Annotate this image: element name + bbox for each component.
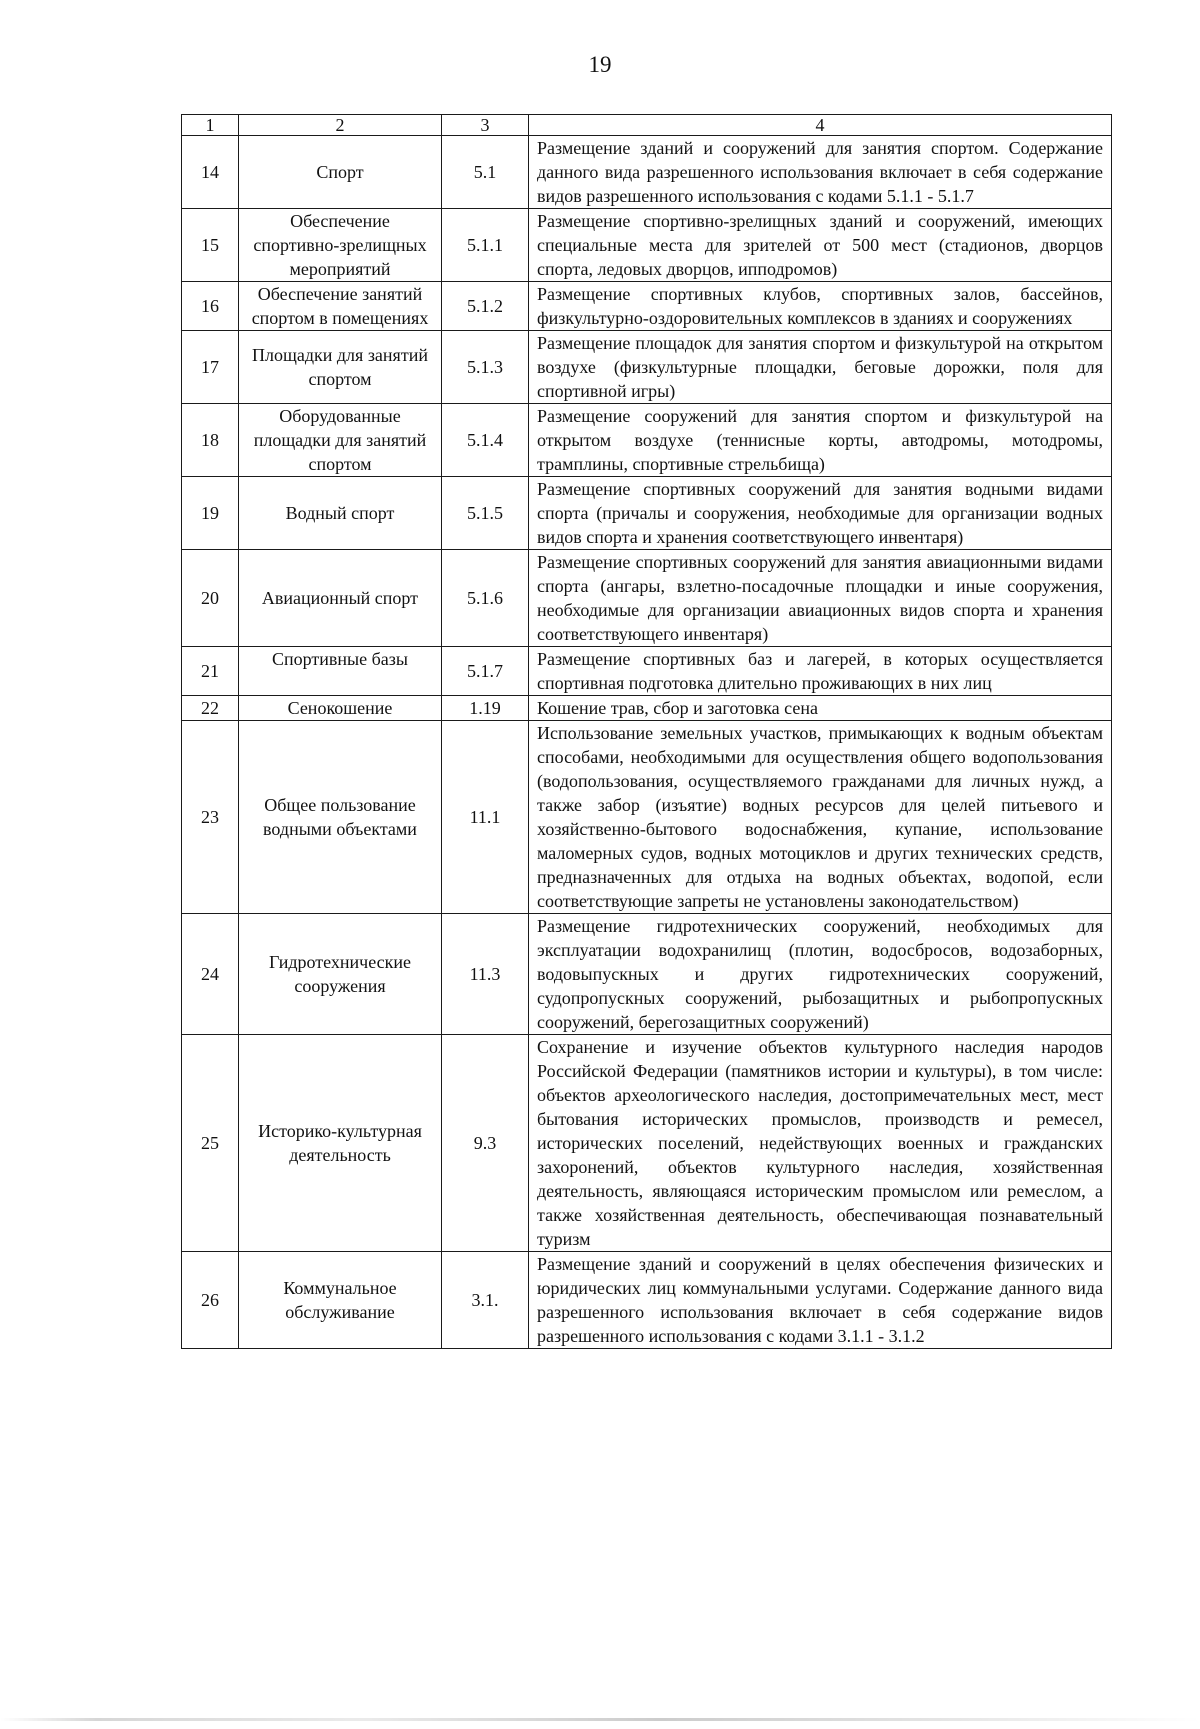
row-description: Размещение гидротехнических сооружений, необходимых для эксплуатации водохранилищ (плотин, водосбросов, водозаборных, водовыпускных и других гидротехнических сооружений, судопропускных сооружений, рыбозащитных и рыбопропускных сооружений, берегозащитных сооружений)	[529, 914, 1112, 1035]
row-number: 14	[182, 136, 239, 209]
row-description: Размещение спортивных клубов, спортивных залов, бассейнов, физкультурно-оздоровительных комплексов в зданиях и сооружениях	[529, 282, 1112, 331]
row-number: 18	[182, 404, 239, 477]
row-type-name: Сенокошение	[239, 696, 442, 721]
header-cell-1: 1	[182, 115, 239, 136]
row-type-name: Оборудованные площадки для занятий спортом	[239, 404, 442, 477]
table-row	[182, 1035, 1112, 1252]
header-row	[182, 115, 1112, 136]
header-cell-3: 3	[442, 115, 529, 136]
row-type-name: Водный спорт	[239, 477, 442, 550]
row-code: 5.1.6	[442, 550, 529, 647]
row-description: Размещение зданий и сооружений для занятия спортом. Содержание данного вида разрешенного использования включает в себя содержание видов разрешенного использования с кодами 5.1.1 - 5.1.7	[529, 136, 1112, 209]
row-code: 5.1.1	[442, 209, 529, 282]
table-row	[182, 696, 1112, 721]
table-row	[182, 721, 1112, 914]
table-row	[182, 1252, 1112, 1349]
row-number: 24	[182, 914, 239, 1035]
table-row	[182, 404, 1112, 477]
row-code: 11.1	[442, 721, 529, 914]
table-row	[182, 477, 1112, 550]
row-code: 1.19	[442, 696, 529, 721]
row-number: 26	[182, 1252, 239, 1349]
table-row	[182, 282, 1112, 331]
row-description: Размещение площадок для занятия спортом и физкультурой на открытом воздухе (физкультурные площадки, беговые дорожки, поля для спортивной игры)	[529, 331, 1112, 404]
row-code: 11.3	[442, 914, 529, 1035]
row-type-name: Общее пользование водными объектами	[239, 721, 442, 914]
table-row	[182, 136, 1112, 209]
row-description: Использование земельных участков, примыкающих к водным объектам способами, необходимыми для осуществления общего водопользования (водопользования, осуществляемого гражданами для личных нужд, а также забор (изъятие) водных ресурсов для целей питьевого и хозяйственно-бытового водоснабжения, купание, использование маломерных судов, водных мотоциклов и других технических средств, предназначенных для отдыха на водных объектах, водопой, если соответствующие запреты не установлены законодательством)	[529, 721, 1112, 914]
row-type-name: Спорт	[239, 136, 442, 209]
row-description: Размещение зданий и сооружений в целях обеспечения физических и юридических лиц коммунальными услугами. Содержание данного вида разрешенного использования включает в себя содержание видов разрешенного использования с кодами 3.1.1 - 3.1.2	[529, 1252, 1112, 1349]
header-cell-4: 4	[529, 115, 1112, 136]
table-row	[182, 331, 1112, 404]
row-description: Размещение спортивных сооружений для занятия авиационными видами спорта (ангары, взлетно-посадочные площадки и иные сооружения, необходимые для организации авиационных видов спорта и хранения соответствующего инвентаря)	[529, 550, 1112, 647]
row-code: 3.1.	[442, 1252, 529, 1349]
row-code: 5.1.4	[442, 404, 529, 477]
row-number: 22	[182, 696, 239, 721]
row-type-name: Авиационный спорт	[239, 550, 442, 647]
row-description: Размещение спортивных баз и лагерей, в которых осуществляется спортивная подготовка длительно проживающих в них лиц	[529, 647, 1112, 696]
row-code: 5.1.2	[442, 282, 529, 331]
row-description: Размещение сооружений для занятия спортом и физкультурой на открытом воздухе (теннисные корты, автодромы, мотодромы, трамплины, спортивные стрельбища)	[529, 404, 1112, 477]
row-number: 16	[182, 282, 239, 331]
row-number: 20	[182, 550, 239, 647]
row-type-name: Историко-культурная деятельность	[239, 1035, 442, 1252]
scan-artifact-line	[0, 1718, 1200, 1721]
row-type-name: Обеспечение спортивно-зрелищных мероприятий	[239, 209, 442, 282]
table-row	[182, 550, 1112, 647]
row-number: 19	[182, 477, 239, 550]
row-code: 5.1.5	[442, 477, 529, 550]
row-type-name: Спортивные базы	[239, 647, 442, 696]
table-body	[182, 115, 1112, 1349]
row-number: 21	[182, 647, 239, 696]
row-description: Кошение трав, сбор и заготовка сена	[529, 696, 1112, 721]
row-description: Сохранение и изучение объектов культурного наследия народов Российской Федерации (памятников истории и культуры), в том числе: объектов археологического наследия, достопримечательных мест, мест бытования исторических промыслов, производств и ремесел, исторических поселений, недействующих военных и гражданских захоронений, объектов культурного наследия, хозяйственная деятельность, являющаяся историческим промыслом или ремеслом, а также хозяйственная деятельность, обеспечивающая познавательный туризм	[529, 1035, 1112, 1252]
table-row	[182, 209, 1112, 282]
row-number: 23	[182, 721, 239, 914]
table-row	[182, 914, 1112, 1035]
land-use-table	[181, 114, 1112, 1349]
row-type-name: Обеспечение занятий спортом в помещениях	[239, 282, 442, 331]
row-number: 25	[182, 1035, 239, 1252]
header-cell-2: 2	[239, 115, 442, 136]
row-type-name: Коммунальное обслуживание	[239, 1252, 442, 1349]
row-number: 17	[182, 331, 239, 404]
row-code: 5.1.3	[442, 331, 529, 404]
row-description: Размещение спортивных сооружений для занятия водными видами спорта (причалы и сооружения, необходимые для организации водных видов спорта и хранения соответствующего инвентаря)	[529, 477, 1112, 550]
row-number: 15	[182, 209, 239, 282]
row-code: 5.1	[442, 136, 529, 209]
table-row	[182, 647, 1112, 696]
row-code: 9.3	[442, 1035, 529, 1252]
row-code: 5.1.7	[442, 647, 529, 696]
row-type-name: Гидротехнические сооружения	[239, 914, 442, 1035]
row-description: Размещение спортивно-зрелищных зданий и сооружений, имеющих специальные места для зрителей от 500 мест (стадионов, дворцов спорта, ледовых дворцов, ипподромов)	[529, 209, 1112, 282]
page-number: 19	[588, 52, 612, 77]
row-type-name: Площадки для занятий спортом	[239, 331, 442, 404]
